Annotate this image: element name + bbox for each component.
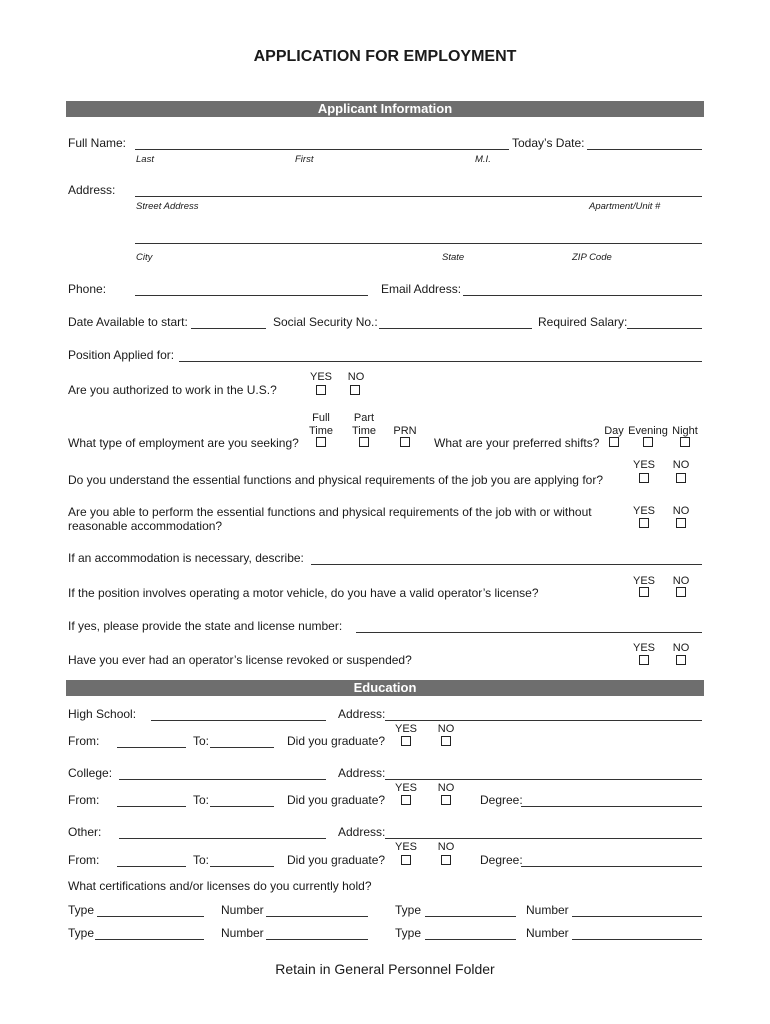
perform-yes-checkbox[interactable] xyxy=(639,518,649,528)
other-address-field[interactable] xyxy=(385,838,702,839)
hs-graduate-question: Did you graduate? xyxy=(287,734,386,748)
high-school-field[interactable] xyxy=(151,720,326,721)
revoked-no-checkbox[interactable] xyxy=(676,655,686,665)
certifications-question: What certifications and/or licenses do you currently hold? xyxy=(68,879,372,893)
hs-graduate-yes-checkbox[interactable] xyxy=(401,736,411,746)
other-no-label: NO xyxy=(437,841,455,853)
full-time-checkbox[interactable] xyxy=(316,437,326,447)
license-state-label: If yes, please provide the state and license number: xyxy=(68,619,343,633)
accommodation-label: If an accommodation is necessary, describe: xyxy=(68,551,304,565)
college-to-label: To: xyxy=(193,793,210,807)
other-school-label: Other: xyxy=(68,825,102,839)
cert-type-label-2: Type xyxy=(395,903,422,917)
full-name-label: Full Name: xyxy=(68,136,127,150)
date-available-label: Date Available to start: xyxy=(68,315,188,329)
cert-type-field-1[interactable] xyxy=(97,916,204,917)
evening-shift-label: Evening xyxy=(628,425,668,437)
hs-graduate-no-checkbox[interactable] xyxy=(441,736,451,746)
ssn-label: Social Security No.: xyxy=(273,315,378,329)
night-shift-label: Night xyxy=(672,425,698,437)
essential-no-label: NO xyxy=(672,459,690,471)
position-label: Position Applied for: xyxy=(68,348,175,362)
authorized-question: Are you authorized to work in the U.S.? xyxy=(68,383,277,397)
full-time-label-1: Full xyxy=(312,412,330,424)
cert-type-field-3[interactable] xyxy=(95,939,204,940)
cert-number-field-4[interactable] xyxy=(572,939,702,940)
college-graduate-question: Did you graduate? xyxy=(287,793,386,807)
hs-from-label: From: xyxy=(68,734,100,748)
salary-field[interactable] xyxy=(627,328,702,329)
other-graduate-question: Did you graduate? xyxy=(287,853,386,867)
middle-initial-hint: M.I. xyxy=(475,154,491,165)
state-hint: State xyxy=(442,252,465,263)
revoked-yes-label: YES xyxy=(632,642,656,654)
last-name-hint: Last xyxy=(136,154,154,165)
authorized-yes-label: YES xyxy=(309,371,333,383)
license-state-field[interactable] xyxy=(356,632,702,633)
high-school-label: High School: xyxy=(68,707,137,721)
day-shift-checkbox[interactable] xyxy=(609,437,619,447)
cert-type-field-4[interactable] xyxy=(425,939,516,940)
phone-label: Phone: xyxy=(68,282,107,296)
essential-no-checkbox[interactable] xyxy=(676,473,686,483)
college-address-label: Address: xyxy=(338,766,386,780)
cert-number-label-1: Number xyxy=(221,903,264,917)
vehicle-yes-checkbox[interactable] xyxy=(639,587,649,597)
revoked-yes-checkbox[interactable] xyxy=(639,655,649,665)
address-label: Address: xyxy=(68,183,116,197)
cert-number-label-3: Number xyxy=(221,926,264,940)
hs-no-label: NO xyxy=(437,723,455,735)
college-from-field[interactable] xyxy=(117,806,186,807)
email-label: Email Address: xyxy=(381,282,462,296)
first-name-hint: First xyxy=(295,154,314,165)
authorized-no-label: NO xyxy=(347,371,365,383)
revoked-no-label: NO xyxy=(672,642,690,654)
college-from-label: From: xyxy=(68,793,100,807)
perform-no-checkbox[interactable] xyxy=(676,518,686,528)
cert-number-field-3[interactable] xyxy=(266,939,368,940)
full-time-label-2: Time xyxy=(308,425,334,437)
college-to-field[interactable] xyxy=(210,806,274,807)
high-school-address-field[interactable] xyxy=(385,720,702,721)
college-degree-field[interactable] xyxy=(521,806,702,807)
position-field[interactable] xyxy=(179,361,702,362)
other-to-field[interactable] xyxy=(210,866,274,867)
email-field[interactable] xyxy=(463,295,702,296)
cert-type-label-1: Type xyxy=(68,903,95,917)
college-graduate-no-checkbox[interactable] xyxy=(441,795,451,805)
day-shift-label: Day xyxy=(604,425,624,437)
employment-type-question: What type of employment are you seeking? xyxy=(68,436,299,450)
cert-number-label-4: Number xyxy=(526,926,569,940)
license-revoked-question: Have you ever had an operator’s license revoked or suspended? xyxy=(68,653,412,667)
page-title: APPLICATION FOR EMPLOYMENT xyxy=(253,48,517,65)
cert-number-field-2[interactable] xyxy=(572,916,702,917)
college-label: College: xyxy=(68,766,113,780)
todays-date-label: Today’s Date: xyxy=(512,136,585,150)
cert-type-label-3: Type xyxy=(68,926,95,940)
college-field[interactable] xyxy=(119,779,326,780)
cert-type-field-2[interactable] xyxy=(425,916,516,917)
perform-functions-question-line-2: reasonable accommodation? xyxy=(68,519,223,533)
hs-yes-label: YES xyxy=(394,723,418,735)
other-degree-label: Degree: xyxy=(480,853,523,867)
shifts-question: What are your preferred shifts? xyxy=(434,436,600,450)
other-address-label: Address: xyxy=(338,825,386,839)
college-yes-label: YES xyxy=(394,782,418,794)
education-section-header: Education xyxy=(66,680,704,696)
essential-functions-question: Do you understand the essential functions and physical requirements of the job you are applying for? xyxy=(68,473,603,487)
perform-functions-question-line-1: Are you able to perform the essential functions and physical requirements of the job with or without xyxy=(68,505,592,519)
full-name-field[interactable] xyxy=(135,149,509,150)
todays-date-field[interactable] xyxy=(587,149,702,150)
vehicle-no-checkbox[interactable] xyxy=(676,587,686,597)
other-graduate-yes-checkbox[interactable] xyxy=(401,855,411,865)
ssn-field[interactable] xyxy=(379,328,532,329)
other-from-field[interactable] xyxy=(117,866,186,867)
night-shift-checkbox[interactable] xyxy=(680,437,690,447)
cert-number-label-2: Number xyxy=(526,903,569,917)
apartment-hint: Apartment/Unit # xyxy=(589,201,661,212)
other-from-label: From: xyxy=(68,853,100,867)
part-time-checkbox[interactable] xyxy=(359,437,369,447)
prn-checkbox[interactable] xyxy=(400,437,410,447)
part-time-label-2: Time xyxy=(351,425,377,437)
date-available-field[interactable] xyxy=(191,328,266,329)
vehicle-license-question: If the position involves operating a motor vehicle, do you have a valid operator’s license? xyxy=(68,586,539,600)
footer-note: Retain in General Personnel Folder xyxy=(275,961,495,977)
hs-to-label: To: xyxy=(193,734,210,748)
other-school-field[interactable] xyxy=(119,838,326,839)
hs-from-field[interactable] xyxy=(117,747,186,748)
cert-type-label-4: Type xyxy=(395,926,422,940)
prn-label: PRN xyxy=(393,425,417,437)
zip-hint: ZIP Code xyxy=(572,252,612,263)
cert-number-field-1[interactable] xyxy=(266,916,368,917)
evening-shift-checkbox[interactable] xyxy=(643,437,653,447)
other-graduate-no-checkbox[interactable] xyxy=(441,855,451,865)
hs-to-field[interactable] xyxy=(210,747,274,748)
essential-yes-checkbox[interactable] xyxy=(639,473,649,483)
college-graduate-yes-checkbox[interactable] xyxy=(401,795,411,805)
street-address-field[interactable] xyxy=(135,196,702,197)
city-state-zip-field[interactable] xyxy=(135,243,702,244)
applicant-section-header: Applicant Information xyxy=(66,101,704,117)
city-hint: City xyxy=(136,252,153,263)
other-to-label: To: xyxy=(193,853,210,867)
other-yes-label: YES xyxy=(394,841,418,853)
college-address-field[interactable] xyxy=(385,779,702,780)
college-degree-label: Degree: xyxy=(480,793,523,807)
authorized-yes-checkbox[interactable] xyxy=(316,385,326,395)
perform-yes-label: YES xyxy=(632,505,656,517)
vehicle-no-label: NO xyxy=(672,575,690,587)
essential-yes-label: YES xyxy=(632,459,656,471)
other-degree-field[interactable] xyxy=(521,866,702,867)
salary-label: Required Salary: xyxy=(538,315,628,329)
authorized-no-checkbox[interactable] xyxy=(350,385,360,395)
phone-field[interactable] xyxy=(135,295,368,296)
perform-no-label: NO xyxy=(672,505,690,517)
college-no-label: NO xyxy=(437,782,455,794)
accommodation-field[interactable] xyxy=(311,564,702,565)
part-time-label-1: Part xyxy=(353,412,375,424)
high-school-address-label: Address: xyxy=(338,707,386,721)
street-address-hint: Street Address xyxy=(136,201,199,212)
vehicle-yes-label: YES xyxy=(632,575,656,587)
